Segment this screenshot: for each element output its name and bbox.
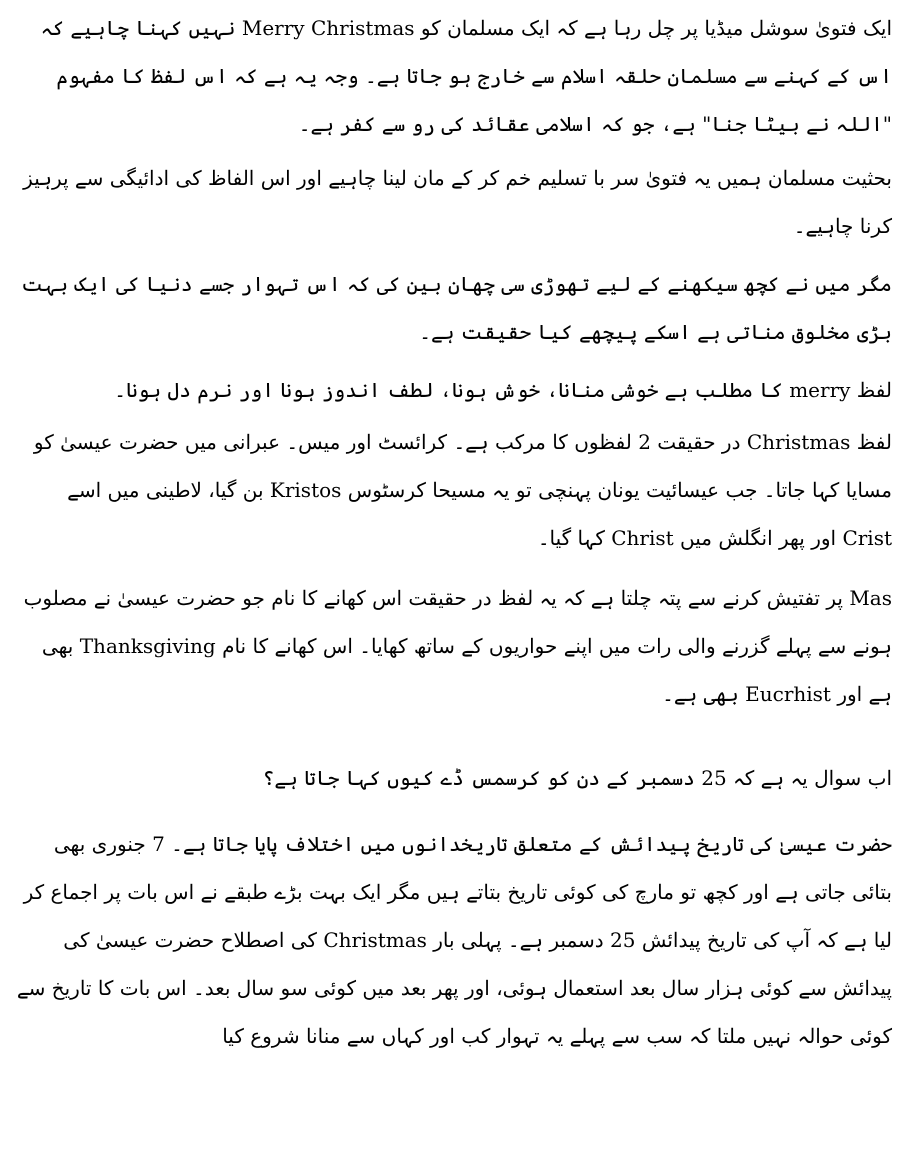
paragraph-fatwa-intro: ایک فتویٰ سوشل میڈیا پر چل رہا ہے کہ ایک مسلمان کو Merry Christmas نہیں کہنا چاہیے کہ اس کے کہنے سے مسلمان حلقہ اسلام سے خارج ہو جاتا ہے۔ وجہ یہ ہے کہ اس لفظ کا مفہوم "اللہ نے بیٹا جنا" ہے، جو کہ اسلامی عقائد کی رو سے کفر ہے۔ [40, 16, 892, 136]
paragraph-accept-fatwa: بحثیت مسلمان ہمیں یہ فتویٰ سر با تسلیم خم کر کے مان لینا چاہیے اور اس الفاظ کی ادائیگی سے پرہیز کرنا چاہیے۔ [23, 166, 892, 238]
paragraph-birth-date: حضرت عیسیٰ کی تاریخ پیدائش کے متعلق تاریخدانوں میں اختلاف پایا جاتا ہے۔ 7 جنوری بھی بتائی جاتی ہے اور کچھ تو مارچ کی کوئی تاریخ بتاتے ہیں مگر ایک بہت بڑے طبقے نے اس بات پر اجماع کر لیا ہے کہ آپ کی تاریخ پیدائش 25 دسمبر ہے۔ پہلی بار Christmas کی اصطلاح حضرت عیسیٰ کی پیدائش سے کوئی ہزار سال بعد استعمال ہوئی، اور پھر بعد میں کوئی سو سال بعد۔ اس بات کا تاریخ سے کوئی حوالہ نہیں ملتا کہ سب سے پہلے یہ تہوار کب اور کہاں سے منانا شروع کیا [16, 832, 892, 1048]
paragraph-question: اب سوال یہ ہے کہ 25 دسمبر کے دن کو کرسمس ڈے کیوں کہا جاتا ہے؟ [262, 766, 892, 790]
paragraph-mas-meaning: Mas پر تفتیش کرنے سے پتہ چلتا ہے کہ یہ لفظ در حقیقت اس کھانے کا نام جو حضرت عیسیٰ نے مصلوب ہونے سے پہلے گزرنے والی رات میں اپنے حواریوں کے ساتھ کھایا۔ اس کھانے کا نام Thanksgiving بھی ہے اور Eucrhist بھی ہے۔ [23, 586, 892, 706]
paragraph-merry-meaning: لفظ merry کا مطلب ہے خوشی منانا، خوش ہونا، لطف اندوز ہونا اور نرم دل ہونا۔ [114, 378, 892, 402]
paragraph-research: مگر میں نے کچھ سیکھنے کے لیے تھوڑی سی چھان بین کی کہ اس تہوار جسے دنیا کی ایک بہت بڑی مخلوق مناتی ہے اسکے پیچھے کیا حقیقت ہے۔ [21, 272, 892, 344]
paragraph-christmas-etymology: لفظ Christmas در حقیقت 2 لفظوں کا مرکب ہے۔ کرائسٹ اور میس۔ عبرانی میں حضرت عیسیٰ کو مسایا کہا جاتا۔ جب عیسائیت یونان پہنچی تو یہ مسیحا کرسٹوس Kristos بن گیا، لاطینی میں اسے Crist اور پھر انگلش میں Christ کہا گیا۔ [33, 430, 892, 550]
